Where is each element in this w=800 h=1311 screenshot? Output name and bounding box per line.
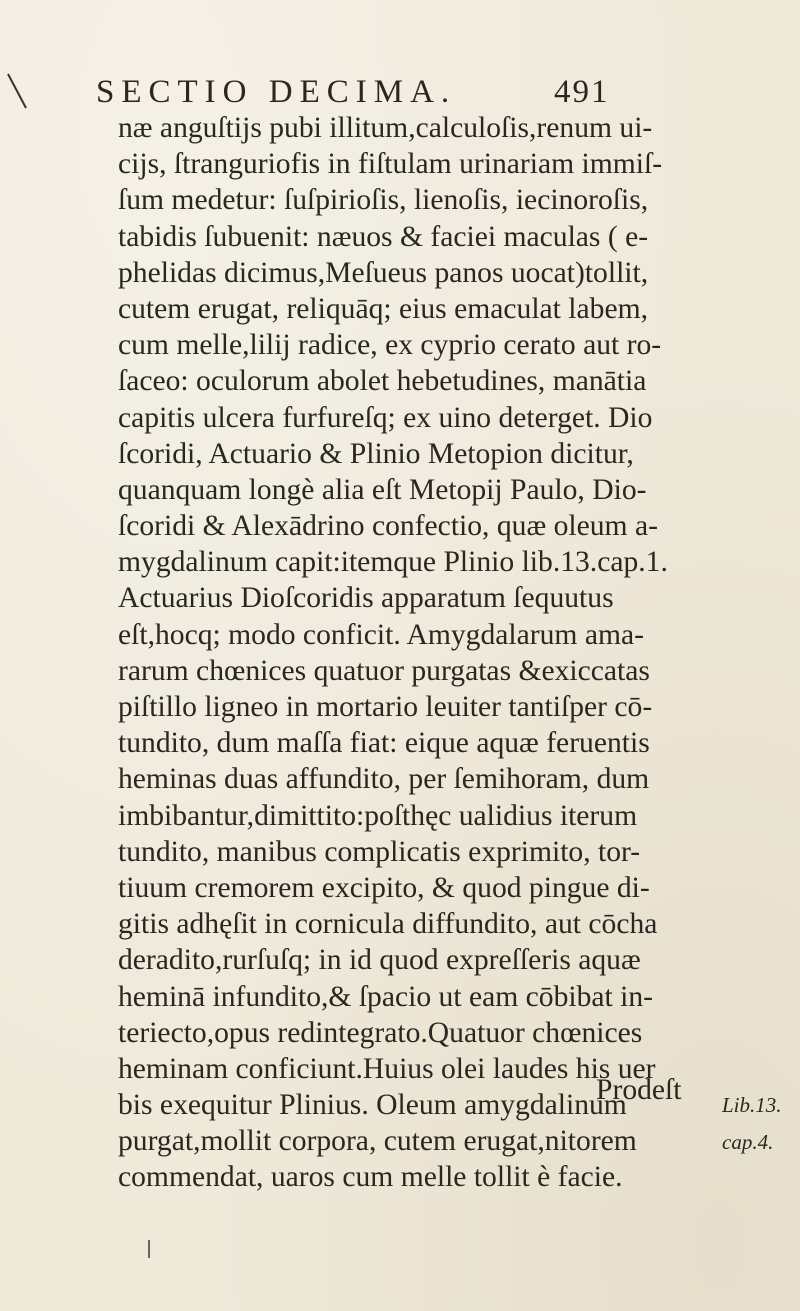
- text-line: purgat,mollit corpora, cutem erugat,nitorem: [118, 1125, 637, 1158]
- running-head: [96, 74, 656, 114]
- text-line: teriecto,opus redintegrato.Quatuor chœnices: [118, 1016, 643, 1049]
- text-line: tundito, manibus complicatis exprimito, tor-: [118, 835, 641, 868]
- text-line: ſcoridi & Alexādrino confectio, quæ oleum a-: [118, 510, 658, 543]
- text-line: deradito,rurſuſq; in id quod expreſſeris aquæ: [118, 944, 641, 977]
- text-line: gitis adhęſit in cornicula diffundito, aut cōcha: [118, 908, 658, 941]
- text-line: tundito, dum maſſa fiat: eique aquæ feruentis: [118, 727, 650, 760]
- text-line: Actuarius Dioſcoridis apparatum ſequutus: [118, 582, 614, 615]
- body-text: [118, 110, 778, 1196]
- text-line: heminā infundito,& ſpacio ut eam cōbibat in-: [118, 980, 654, 1013]
- text-line: piſtillo ligneo in mortario leuiter tantiſper cō-: [118, 691, 653, 723]
- margin-note: cap.4.: [722, 1129, 774, 1154]
- text-line: ſaceo: oculorum abolet hebetudines, manātia: [118, 365, 647, 398]
- text-line: eſt,hocq; modo conficit. Amygdalarum ama-: [118, 618, 644, 651]
- text-line: cutem erugat, reliquāq; eius emaculat labem,: [118, 292, 648, 325]
- text-line: cijs, ſtranguriofis in fiſtulam urinariam immiſ-: [118, 148, 663, 181]
- catchword: Prodeſt: [596, 1074, 682, 1106]
- text-line: capitis ulcera furfureſq; ex uino deterget. Dio: [118, 401, 653, 434]
- text-line: imbibantur,dimittito:poſthęc ualidius iterum: [118, 799, 638, 832]
- running-head-title: SECTIO DECIMA.: [96, 74, 457, 110]
- text-line: phelidas dicimus,Meſueus panos uocat)tollit,: [118, 256, 649, 289]
- corner-mark: [6, 72, 28, 112]
- margin-note: Lib.13.: [722, 1093, 782, 1118]
- text-line: quanquam longè alia eſt Metopij Paulo, Dio-: [118, 473, 647, 506]
- text-line: ſum medetur: ſuſpirioſis, lienoſis, iecinoroſis,: [118, 184, 649, 217]
- text-line: commendat, uaros cum melle tollit è facie.: [118, 1161, 623, 1194]
- text-line: tiuum cremorem excipito, & quod pingue di-: [118, 871, 650, 904]
- text-line: ſcoridi, Actuario & Plinio Metopion dicitur,: [118, 437, 634, 470]
- text-line: næ anguſtijs pubi illitum,calculoſis,renum ui-: [118, 112, 653, 144]
- text-line: bis exequitur Plinius. Oleum amygdalinum: [118, 1089, 627, 1122]
- text-line: heminam conficiunt.Huius olei laudes his uer: [118, 1052, 656, 1085]
- printer-mark: [148, 1240, 150, 1258]
- text-line: cum melle,lilij radice, ex cyprio cerato aut ro-: [118, 329, 662, 362]
- text-line: rarum chœnices quatuor purgatas &exiccatas: [118, 654, 650, 687]
- text-line: tabidis ſubuenit: næuos & faciei maculas ( e-: [118, 220, 649, 253]
- page-number: 491: [554, 74, 610, 110]
- text-line: heminas duas affundito, per ſemihoram, dum: [118, 763, 650, 796]
- text-line: mygdalinum capit:itemque Plinio lib.13.cap.1.: [118, 546, 668, 579]
